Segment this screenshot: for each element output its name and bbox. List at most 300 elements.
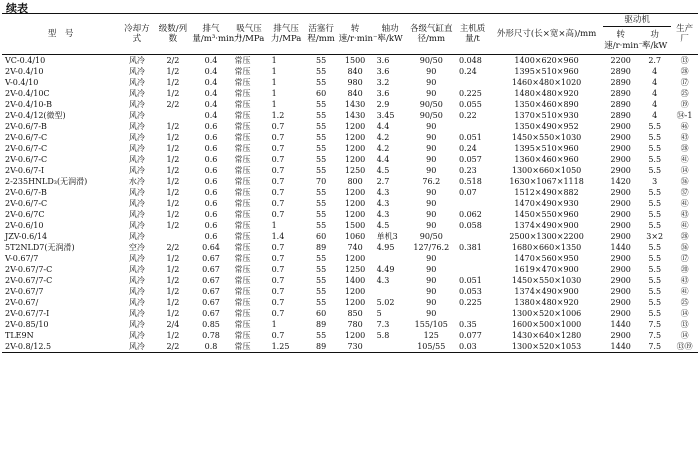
- cell-maker: ⑰: [680, 254, 689, 263]
- cell-stages: 2/2: [154, 341, 191, 353]
- cell-stages: 2/2: [166, 100, 180, 109]
- cell-mass: 0.24: [458, 144, 477, 153]
- cell-discharge: 1: [271, 320, 277, 329]
- cell-mass: [455, 264, 490, 275]
- cell-suction: 常压: [234, 56, 251, 65]
- table-row: [2, 77, 698, 88]
- cell-maker: ⑬: [680, 320, 689, 329]
- cell-stroke: 55: [316, 287, 327, 296]
- cell-displacement: 0.6: [204, 232, 218, 241]
- cell-model: 2V-0.6/7-C: [5, 199, 48, 208]
- cell-discharge: 0.7: [271, 122, 285, 131]
- cell-discharge: 0.7: [271, 155, 285, 164]
- cell-drive-power: 5.5: [648, 276, 662, 285]
- cell-suction: 常压: [234, 331, 251, 340]
- cell-stages: 1/2: [166, 221, 180, 230]
- cell-drive-power: 4: [652, 89, 658, 98]
- cell-discharge: 1.25: [268, 341, 305, 353]
- cell-cooling: 风冷: [119, 341, 154, 353]
- cell-dimensions: 1450×550×960: [514, 210, 579, 219]
- cell-dimensions: 1600×500×1000: [511, 320, 582, 329]
- cell-dimensions: 1450×550×1030: [511, 133, 582, 142]
- cell-cylinder-diameter: 90: [426, 89, 437, 98]
- cell-dimensions: 1360×460×960: [514, 155, 579, 164]
- cell-stages: 1/2: [166, 122, 180, 131]
- header-mass: 主机质量/t: [455, 14, 490, 55]
- cell-drive-power: 5.5: [648, 166, 662, 175]
- cell-stages: 1/2: [166, 144, 180, 153]
- cell-drive-speed: 2890: [610, 111, 631, 120]
- cell-suction: 常压: [234, 67, 251, 76]
- cell-mass: 0.055: [458, 100, 482, 109]
- cell-suction: 常压: [234, 133, 251, 142]
- cell-cylinder-diameter: 90: [426, 133, 437, 142]
- cell-shaft-power: 5.02: [376, 298, 395, 307]
- cell-model: 2V-0.6/7-B: [5, 188, 47, 197]
- cell-maker: ㊸: [680, 210, 689, 219]
- header-stroke: 活塞行程/mm: [305, 14, 338, 55]
- cell-stroke: 55: [316, 298, 327, 307]
- cell-cooling: 风冷: [128, 298, 145, 307]
- cell-cooling: 风冷: [128, 320, 145, 329]
- cell-drive-speed: 1440: [610, 320, 631, 329]
- cell-stages: 1/2: [166, 265, 180, 274]
- header-drive-power: 功率/kW: [638, 27, 671, 55]
- cell-shaft-power: 5.8: [376, 331, 390, 340]
- cell-suction: 常压: [234, 188, 251, 197]
- cell-cylinder-diameter: 90: [426, 122, 437, 131]
- cell-dimensions: 1470×490×930: [514, 199, 579, 208]
- cell-stroke: 55: [316, 188, 327, 197]
- cell-stages: 1/2: [166, 89, 180, 98]
- cell-speed: 850: [347, 309, 363, 318]
- cell-cooling: 风冷: [128, 133, 145, 142]
- header-speed: 转速/r·min⁻¹: [338, 14, 373, 55]
- cell-cylinder-diameter: 155/105: [414, 320, 448, 329]
- cell-model: 2V-0.67/7: [5, 287, 44, 296]
- cell-speed: 1250: [344, 265, 366, 274]
- cell-drive-speed: 2900: [610, 199, 631, 208]
- table-row: [2, 319, 698, 330]
- cell-cooling: 风冷: [128, 331, 145, 340]
- cell-discharge: 1.2: [271, 111, 285, 120]
- cell-dimensions: 1300×520×1006: [511, 309, 582, 318]
- cell-dimensions: 1395×510×960: [514, 144, 579, 153]
- cell-model: 2V-0.8/12.5: [2, 341, 119, 353]
- cell-stroke: 55: [316, 122, 327, 131]
- cell-discharge: 1: [271, 221, 277, 230]
- cell-maker: ⑬⑲: [671, 341, 698, 353]
- cell-discharge: 0.7: [271, 254, 285, 263]
- table-row: [2, 66, 698, 77]
- cell-drive-speed: 2900: [610, 265, 631, 274]
- cell-cooling: 风冷: [128, 199, 145, 208]
- cell-cylinder-diameter: 90: [426, 276, 437, 285]
- cell-speed: 980: [347, 78, 363, 87]
- cell-stroke: 55: [316, 166, 327, 175]
- cell-dimensions: 1430×640×1280: [511, 331, 582, 340]
- table-row: [2, 154, 698, 165]
- cell-discharge: 0.7: [271, 287, 285, 296]
- cell-dimensions: 1350×460×890: [514, 100, 579, 109]
- cell-discharge: 0.7: [271, 265, 285, 274]
- cell-drive-speed: 2900: [610, 155, 631, 164]
- cell-maker: ⑬: [680, 56, 689, 65]
- cell-discharge: 0.7: [271, 210, 285, 219]
- cell-maker: ㊻: [680, 122, 689, 131]
- cell-speed: 1200: [344, 210, 366, 219]
- cell-displacement: 0.6: [204, 199, 218, 208]
- table-row: [2, 341, 698, 353]
- cell-stages: 1/2: [166, 78, 180, 87]
- cell-drive-speed: 2890: [610, 78, 631, 87]
- cell-stroke: 60: [316, 309, 327, 318]
- cell-suction: 常压: [234, 210, 251, 219]
- cell-speed: 1500: [344, 56, 366, 65]
- cell-maker: ㉕: [680, 89, 689, 98]
- cell-stages: 1/2: [166, 210, 180, 219]
- cell-displacement: 0.4: [204, 78, 218, 87]
- cell-maker: ㊸: [680, 276, 689, 285]
- cell-cylinder-diameter: 90: [426, 265, 437, 274]
- cell-stroke: 60: [316, 232, 327, 241]
- cell-mass: 0.051: [458, 276, 482, 285]
- cell-speed: 1430: [344, 100, 366, 109]
- cell-displacement: 0.64: [202, 243, 220, 252]
- cell-stages: 1/2: [166, 177, 180, 186]
- cell-stages: 1/2: [166, 309, 180, 318]
- cell-cylinder-diameter: 90: [426, 199, 437, 208]
- cell-cooling: 风冷: [128, 56, 145, 65]
- cell-suction: 常压: [234, 166, 251, 175]
- cell-drive-power: 7.5: [638, 341, 671, 353]
- cell-stages: [154, 231, 191, 242]
- cell-suction: 常压: [234, 78, 251, 87]
- cell-stroke: 55: [316, 144, 327, 153]
- cell-cooling: 风冷: [128, 111, 145, 120]
- cell-dimensions: 1350×490×952: [514, 122, 579, 131]
- cell-drive-speed: 2900: [610, 188, 631, 197]
- cell-mass: 0.381: [458, 243, 482, 252]
- cell-stages: 2/2: [166, 56, 180, 65]
- cell-dimensions: 2500×1300×2200: [509, 232, 584, 241]
- cell-drive-speed: 2900: [610, 221, 631, 230]
- cell-maker: ㊶: [680, 199, 689, 208]
- cell-model: V-0.67/7: [5, 254, 39, 263]
- cell-mass: 0.24: [458, 67, 477, 76]
- cell-discharge: 0.7: [271, 188, 285, 197]
- table-row: [2, 264, 698, 275]
- cell-drive-power: 5.5: [648, 298, 662, 307]
- cell-drive-power: 4: [652, 78, 658, 87]
- cell-maker: ㉘: [680, 67, 689, 76]
- cell-cooling: 风冷: [128, 232, 145, 241]
- cell-shaft-power: 4.5: [376, 166, 390, 175]
- cell-stroke: 55: [316, 210, 327, 219]
- cell-discharge: 1: [271, 78, 277, 87]
- cell-suction: 常压: [234, 298, 251, 307]
- cell-drive-power: 5.5: [648, 254, 662, 263]
- cell-speed: 1200: [344, 155, 366, 164]
- cell-stroke: 55: [316, 67, 327, 76]
- cell-stages: 2/4: [166, 320, 180, 329]
- cell-drive-power: 4: [652, 67, 658, 76]
- cell-cooling: 风冷: [128, 309, 145, 318]
- cell-suction: 常压: [234, 221, 251, 230]
- cell-maker: ⑭: [680, 309, 689, 318]
- cell-model: 5T2NLD7(无润滑): [5, 243, 75, 252]
- table-row: [2, 198, 698, 209]
- cell-shaft-power: 4.4: [376, 122, 390, 131]
- cell-stroke: 89: [316, 320, 327, 329]
- table-row: [2, 231, 698, 242]
- cell-drive-speed: 2890: [610, 100, 631, 109]
- cell-model: 2V-0.4/10C: [5, 89, 50, 98]
- cell-cylinder-diameter: 90/50: [419, 111, 443, 120]
- cell-cylinder-diameter: 90: [426, 210, 437, 219]
- cell-cylinder-diameter: 90: [426, 309, 437, 318]
- table-row: [2, 187, 698, 198]
- cell-speed: 1430: [344, 111, 366, 120]
- cell-speed: 840: [347, 89, 363, 98]
- cell-shaft-power: 4.4: [376, 155, 390, 164]
- cell-drive-speed: 2900: [610, 232, 631, 241]
- cell-model: 2V-0.6/10: [5, 221, 44, 230]
- cell-suction: 常压: [231, 341, 268, 353]
- cell-cylinder-diameter: 90: [426, 144, 437, 153]
- cell-displacement: 0.67: [202, 309, 220, 318]
- cell-dimensions: 1370×510×930: [514, 111, 579, 120]
- cell-cylinder-diameter: 90/50: [419, 56, 443, 65]
- cell-suction: 常压: [234, 320, 251, 329]
- cell-cooling: 风冷: [128, 221, 145, 230]
- cell-mass: 0.35: [458, 320, 477, 329]
- table-row: [2, 209, 698, 220]
- cell-stroke: 55: [316, 100, 327, 109]
- cell-shaft-power: 4.2: [376, 133, 390, 142]
- cell-maker: ㊱: [680, 243, 689, 252]
- cell-drive-power: 5.5: [648, 122, 662, 131]
- cell-displacement: 0.8: [191, 341, 230, 353]
- table-header: [2, 14, 698, 55]
- header-dimensions: 外形尺寸(长×宽×高)/mm: [490, 14, 603, 55]
- cell-drive-power: 5.5: [648, 144, 662, 153]
- cell-cooling: 水冷: [128, 177, 145, 186]
- cell-cooling: 风冷: [128, 265, 145, 274]
- cell-shaft-power: [373, 286, 408, 297]
- cell-mass: [455, 253, 490, 264]
- cell-drive-speed: 2900: [610, 254, 631, 263]
- table-row: [2, 253, 698, 264]
- cell-discharge: 0.7: [271, 331, 285, 340]
- cell-speed: 780: [347, 320, 363, 329]
- table-row: [2, 143, 698, 154]
- cell-suction: 常压: [234, 111, 251, 120]
- cell-speed: 1400: [344, 276, 366, 285]
- cell-dimensions: 1630×1067×1118: [509, 177, 584, 186]
- cell-mass: 0.058: [458, 221, 482, 230]
- cell-cylinder-diameter: 90: [426, 155, 437, 164]
- header-suction: 吸气压力/MPa: [231, 14, 268, 55]
- cell-drive-speed: 2890: [610, 89, 631, 98]
- cell-speed: 840: [347, 67, 363, 76]
- cell-model: 2V-0.6/7-C: [5, 144, 48, 153]
- cell-model: 2V-0.6/7-Ⅰ: [5, 166, 45, 175]
- cell-speed: 1200: [344, 298, 366, 307]
- header-stages: 级数/列数: [154, 14, 191, 55]
- cell-discharge: 0.7: [271, 243, 285, 252]
- cell-mass: 0.03: [455, 341, 490, 353]
- cell-stages: 1/2: [166, 133, 180, 142]
- cell-drive-power: 5.5: [648, 221, 662, 230]
- cell-dimensions: 1380×480×920: [514, 298, 579, 307]
- cell-suction: 常压: [234, 199, 251, 208]
- cell-stages: 1/2: [166, 199, 180, 208]
- cell-displacement: 0.4: [204, 100, 218, 109]
- cell-stroke: 55: [316, 265, 327, 274]
- cell-suction: 常压: [234, 122, 251, 131]
- cell-shaft-power: 2.7: [376, 177, 390, 186]
- cell-stroke: 89: [305, 341, 338, 353]
- cell-dimensions: 1619×470×900: [514, 265, 579, 274]
- cell-drive-speed: 2900: [610, 133, 631, 142]
- cell-cylinder-diameter: 76.2: [422, 177, 441, 186]
- cell-suction: 常压: [234, 177, 251, 186]
- cell-drive-power: 5.5: [648, 188, 662, 197]
- cell-dimensions: 1450×550×1030: [511, 276, 582, 285]
- cell-suction: 常压: [234, 100, 251, 109]
- cell-displacement: 0.67: [202, 276, 220, 285]
- cell-maker: ⑭: [680, 166, 689, 175]
- cell-drive-speed: 2900: [610, 298, 631, 307]
- cell-shaft-power: 单机3: [376, 232, 398, 241]
- cell-suction: 常压: [234, 155, 251, 164]
- cell-displacement: 0.85: [202, 320, 220, 329]
- cell-speed: 1200: [344, 133, 366, 142]
- cell-discharge: 0.7: [271, 298, 285, 307]
- cell-stages: 2/2: [166, 243, 180, 252]
- cell-model: 2V-0.67/7-C: [5, 276, 53, 285]
- cell-shaft-power: 7.3: [376, 320, 390, 329]
- cell-mass: [455, 121, 490, 132]
- cell-maker: ㉘: [680, 232, 689, 241]
- cell-speed: 1250: [344, 166, 366, 175]
- cell-speed: 1200: [344, 122, 366, 131]
- cell-model: 2V-0.6/7-B: [5, 122, 47, 131]
- cell-dimensions: 1400×620×960: [514, 56, 579, 65]
- cell-maker: ㉕: [680, 298, 689, 307]
- cell-discharge: 0.7: [271, 177, 285, 186]
- header-discharge: 排气压力/MPa: [268, 14, 305, 55]
- cell-stages: [154, 110, 191, 121]
- cell-speed: 1200: [344, 287, 366, 296]
- cell-shaft-power: 4.3: [376, 276, 390, 285]
- cell-dimensions: 1300×660×1050: [511, 166, 582, 175]
- cell-discharge: 1: [271, 89, 277, 98]
- cell-maker: ㉞-1: [676, 111, 693, 120]
- cell-shaft-power: 4.95: [376, 243, 395, 252]
- cell-speed: 730: [338, 341, 373, 353]
- cell-cylinder-diameter: 90/50: [419, 100, 443, 109]
- table-body: [2, 55, 698, 353]
- cell-drive-speed: 1440: [610, 243, 631, 252]
- header-maker: 生产厂: [671, 14, 698, 55]
- cell-shaft-power: 3.6: [376, 89, 390, 98]
- cell-mass: [455, 231, 490, 242]
- cell-drive-power: 3×2: [646, 232, 664, 241]
- cell-mass: 0.225: [458, 89, 482, 98]
- cell-maker: ⑭: [680, 331, 689, 340]
- cell-model: 2V-0.67/: [5, 298, 39, 307]
- cell-discharge: 1: [271, 56, 277, 65]
- cell-drive-speed: 1440: [603, 341, 638, 353]
- cell-dimensions: 1395×510×960: [514, 67, 579, 76]
- cell-drive-speed: 2900: [610, 144, 631, 153]
- cell-shaft-power: 4.2: [376, 144, 390, 153]
- cell-stages: 1/2: [166, 67, 180, 76]
- cell-displacement: 0.67: [202, 298, 220, 307]
- cell-displacement: 0.67: [202, 287, 220, 296]
- cell-drive-power: 5.5: [648, 265, 662, 274]
- cell-discharge: 0.7: [271, 276, 285, 285]
- cell-model: V-0.4/10: [5, 78, 39, 87]
- cell-dimensions: 1512×490×882: [514, 188, 579, 197]
- cell-stages: 1/2: [166, 276, 180, 285]
- cell-stroke: 55: [316, 254, 327, 263]
- cell-cooling: 风冷: [128, 254, 145, 263]
- cell-shaft-power: 4.3: [376, 210, 390, 219]
- cell-cylinder-diameter: 90: [426, 254, 437, 263]
- cell-cylinder-diameter: 90: [426, 298, 437, 307]
- cell-drive-power: 4: [652, 111, 658, 120]
- table-row: [2, 242, 698, 253]
- cell-model: 2V-0.67/7-Ⅰ: [5, 309, 50, 318]
- cell-suction: 常压: [234, 89, 251, 98]
- cell-model: 2V-0.6/7C: [5, 210, 45, 219]
- cell-stroke: 55: [316, 111, 327, 120]
- cell-mass: 0.22: [458, 111, 477, 120]
- cell-model: VC-0.4/10: [5, 56, 46, 65]
- cell-displacement: 0.4: [204, 111, 218, 120]
- cell-maker: ㊶: [680, 287, 689, 296]
- cell-displacement: 0.67: [202, 254, 220, 263]
- cell-cooling: 风冷: [128, 210, 145, 219]
- cell-cylinder-diameter: 90: [426, 166, 437, 175]
- cell-dimensions: 1470×560×950: [514, 254, 579, 263]
- table-row: [2, 88, 698, 99]
- cell-mass: 0.518: [458, 177, 482, 186]
- cell-suction: 常压: [234, 287, 251, 296]
- cell-stroke: 70: [316, 177, 327, 186]
- header-shaft-power: 轴功率/kW: [373, 14, 408, 55]
- cell-mass: 0.07: [458, 188, 477, 197]
- cell-drive-speed: 2900: [610, 309, 631, 318]
- cell-shaft-power: 5: [376, 309, 382, 318]
- cell-suction: 常压: [234, 254, 251, 263]
- cell-maker: ㊸: [680, 133, 689, 142]
- table-row: [2, 297, 698, 308]
- cell-stroke: 55: [316, 56, 327, 65]
- cell-speed: 800: [347, 177, 363, 186]
- cell-model: TLE9N: [5, 331, 34, 340]
- cell-stages: 1/2: [166, 331, 180, 340]
- cell-drive-speed: 2900: [610, 331, 631, 340]
- cell-speed: 1200: [344, 331, 366, 340]
- cell-cylinder-diameter: 90: [426, 221, 437, 230]
- cell-discharge: 0.7: [271, 309, 285, 318]
- cell-dimensions: 1300×520×1053: [490, 341, 603, 353]
- cell-maker: ㊱: [680, 177, 689, 186]
